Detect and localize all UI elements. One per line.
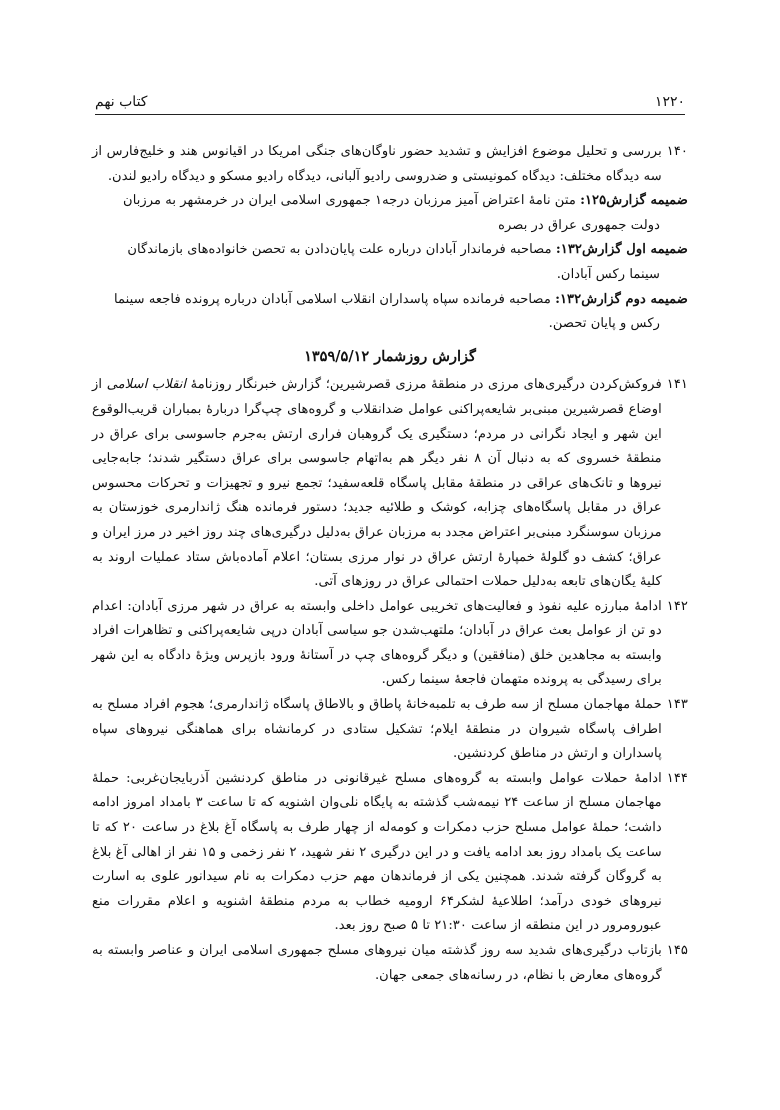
annex-text: مصاحبه فرمانده سپاه پاسداران انقلاب اسلامی آبادان درباره پرونده فاجعه سینما xyxy=(114,291,551,307)
annex-label: ضمیمه دوم گزارش۱۳۲: xyxy=(555,291,688,307)
newspaper-name: انقلاب اسلامی xyxy=(106,377,187,393)
page-number: ۱۲۲۰ xyxy=(654,94,685,110)
annex-text-continued: دولت جمهوری عراق در بصره xyxy=(498,217,660,233)
annex-entry xyxy=(92,288,688,337)
annex-label: ضمیمه گزارش۱۲۵: xyxy=(580,193,688,209)
item-number: ۱۴۲ xyxy=(666,598,688,614)
page-content xyxy=(92,140,688,988)
annex-text: متن نامهٔ اعتراض آمیز مرزبان درجه۱ جمهوری اسلامی ایران در خرمشهر به مرزبان xyxy=(123,193,576,209)
page-header xyxy=(95,88,685,110)
annex-text-continued: رکس و پایان تحصن. xyxy=(548,316,660,332)
book-title: کتاب نهم xyxy=(95,94,148,110)
item-text: ادامهٔ حملات عوامل وابسته به گروه‌های مسلح غیرقانونی در مناطق کردنشین آذربایجان‌غربی: حملهٔ مهاجمان مسلح از ساعت ۲۴ نیمه‌شب گذشته به پایگاه نلی‌وان اشنویه که تا ساعت ۳ بامداد امروز ادامه داشت؛ حملهٔ عوامل مسلح حزب دمکرات و کومه‌له از چهار طرف به پاسگاه آغ بلاغ در ساعت ۲۰ که تا ساعت یک بامداد روز بعد ادامه یافت و در این درگیری ۲ نفر شهید، ۲ نفر زخمی و ۱۵ نفر از اهالی آغ بلاغ به گروگان گرفته شدند. همچنین یکی از فرماندهان مهم حزب دمکرات به نام سیدانور علوی به اسارت نیروهای خودی درآمد؛ اطلاعیهٔ لشکر۶۴ ارومیه خطاب به مردم منطقهٔ اشنویه و اعلام مقررات منع عبورومرور در این منطقه از ساعت ۲۱:۳۰ تا ۵ صبح روز بعد. xyxy=(92,770,662,934)
item-number: ۱۴۴ xyxy=(666,770,688,786)
item-number: ۱۴۰ xyxy=(666,144,688,159)
list-item xyxy=(92,140,688,189)
item-text: بازتاب درگیری‌های شدید سه روز گذشته میان نیروهای مسلح جمهوری اسلامی ایران و عناصر وابسته به گروه‌های معارض با نظام، در رسانه‌های جمعی جهان. xyxy=(92,943,662,983)
annex-text-continued: سینما رکس آبادان. xyxy=(556,266,660,282)
annex-label: ضمیمه اول گزارش۱۳۲: xyxy=(555,242,688,258)
item-text: بررسی و تحلیل موضوع افزایش و تشدید حضور ناوگان‌های جنگی امریکا در اقیانوس هند و خلیج‌فارس از سه دیدگاه مختلف: دیدگاه کمونیستی و ضدروسی رادیو آلبانی، دیدگاه رادیو مسکو و دیدگاه رادیو لندن. xyxy=(92,144,662,184)
item-text-part: از اوضاع قصرشیرین مبنی‌بر شایعه‌پراکنی عوامل ضدانقلاب و گروه‌های چپ‌گرا دربارهٔ بمباران قریب‌الوقوع این شهر و ایجاد نگرانی در مردم؛ دستگیری یک گروهبان فراری ارتش به‌جرم جاسوسی برای عراق در منطقهٔ خسروی که به دنبال آن ۸ نفر دیگر هم به‌اتهام جاسوسی برای عراق دستگیر شدند؛ جابه‌جایی نیروها و تانک‌های عراقی در منطقهٔ مقابل پاسگاه قلعه‌سفید؛ تجمع نیرو و تجهیزات و تحرکات محسوس عراق در مقابل پاسگاه‌های چزابه، کوشک و طلائیه جدید؛ دستور فرمانده هنگ ژاندارمری خوزستان به مرزبان سوسنگرد مبنی‌بر اعتراض مجدد به مرزبان عراق به‌دلیل درگیری‌های چند روز اخیر در مرز ایران و عراق؛ کشف دو گلولهٔ خمپارهٔ ارتش عراق در نوار مرزی بستان؛ اعلام آماده‌باش ستاد عملیات اروند به کلیهٔ یگان‌های تابعه به‌دلیل حملات احتمالی عراق در روزهای آتی. xyxy=(92,377,662,590)
item-text-part: فروکش‌کردن درگیری‌های مرزی در منطقهٔ مرزی قصرشیرین؛ گزارش خبرنگار روزنامهٔ xyxy=(186,377,662,393)
header-rule xyxy=(95,114,685,115)
list-item xyxy=(92,373,688,594)
annex-entry xyxy=(92,189,688,238)
item-number: ۱۴۳ xyxy=(666,697,688,713)
list-item xyxy=(92,595,688,693)
list-item xyxy=(92,693,688,767)
item-number: ۱۴۱ xyxy=(666,377,688,393)
list-item xyxy=(92,767,688,939)
item-text: ادامهٔ مبارزه علیه نفوذ و فعالیت‌های تخریبی عوامل داخلی وابسته به عراق در شهر مرزی آبادان: اعدام دو تن از عوامل بعث عراق در آبادان؛ ملتهب‌شدن جو سیاسی آبادان درپی شایعه‌پراکنی و تظاهرات افراد وابسته به مجاهدین خلق (منافقین) و دیگر گروه‌های چپ در آستانهٔ ورود بازپرس ویژهٔ دادگاه به این شهر برای رسیدگی به پرونده متهمان فاجعهٔ سینما رکس. xyxy=(92,598,662,688)
annex-text: مصاحبه فرماندار آبادان درباره علت پایان‌دادن به تحصن خانواده‌های بازماندگان xyxy=(127,242,552,258)
annex-entry xyxy=(92,238,688,287)
item-text xyxy=(92,373,662,594)
list-item xyxy=(92,939,688,988)
section-title: گزارش روزشمار ۱۳۵۹/۵/۱۲ xyxy=(304,347,476,365)
item-text: حملهٔ مهاجمان مسلح از سه طرف به تلمبه‌خانهٔ پاطاق و بالاطاق پاسگاه ژاندارمری؛ هجوم افراد مسلح به اطراف پاسگاه شیروان در منطقهٔ ایلام؛ تشکیل ستادی در کرمانشاه برای هماهنگی نیروهای سپاه پاسداران و ارتش در مناطق کردنشین. xyxy=(92,697,662,762)
item-number: ۱۴۵ xyxy=(666,943,688,958)
